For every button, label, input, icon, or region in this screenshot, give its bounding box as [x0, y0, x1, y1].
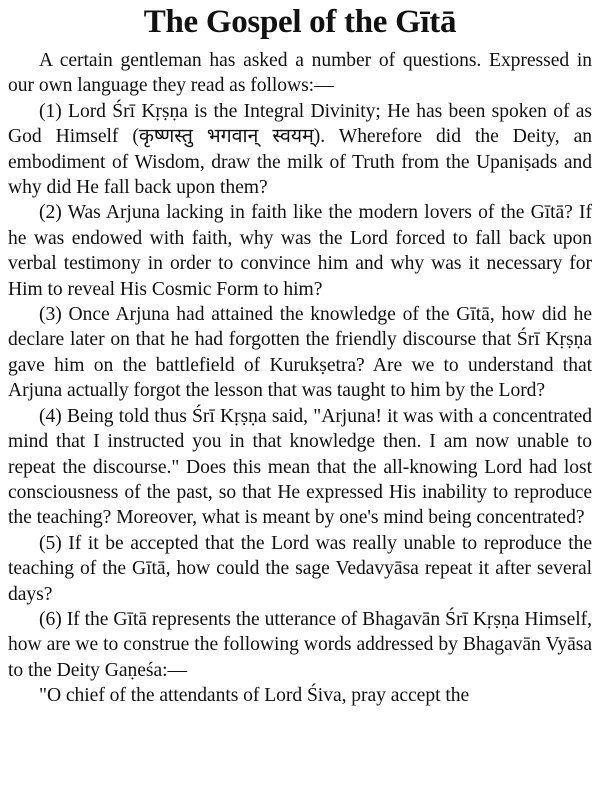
paragraph-question-6: (6) If the Gītā represents the utterance of Bhagavān Śrī Kṛṣṇa Himself, how are we to construe the following words addressed by Bhagavān Vyāsa to the Deity Gaṇeśa:— [8, 608, 592, 681]
paragraph-question-4: (4) Being told thus Śrī Kṛṣṇa said, "Arjuna! it was with a concentrated mind that I instructed you in that knowledge then. I am now unable to repeat the discourse." Does this mean that the all-knowing Lord had lost consciousness of the past, so that He expressed His inability to reproduce the teaching? Moreover, what is meant by one's mind being concentrated? [8, 405, 592, 529]
paragraph-question-1: (1) Lord Śrī Kṛṣṇa is the Integral Divinity; He has been spoken of as God Himself (कृष्णस्तु भगवान् स्वयम्). Wherefore did the Deity, an embodiment of Wisdom, draw the milk of Truth from the Upaniṣads and why did He fall back upon them? [8, 100, 592, 199]
paragraph-quote: "O chief of the attendants of Lord Śiva, pray accept the [39, 685, 470, 707]
paragraph-question-3: (3) Once Arjuna had attained the knowledge of the Gītā, how did he declare later on that he had forgotten the friendly discourse that Śrī Kṛṣṇa gave him on the battlefield of Kurukṣetra? Are we to understand that Arjuna actually forgot the lesson that was taught to him by the Lord? [8, 304, 592, 402]
page-title: The Gospel of the Gītā [143, 4, 457, 40]
paragraph-intro: A certain gentleman has asked a number of questions. Expressed in our own language they read as follows:— [8, 50, 592, 97]
paragraph-question-2: (2) Was Arjuna lacking in faith like the modern lovers of the Gītā? If he was endowed with faith, why was the Lord forced to fall back upon verbal testimony in order to convince him and why was it necessary for Him to reveal His Cosmic Form to him? [8, 202, 592, 300]
paragraph-question-5: (5) If it be accepted that the Lord was really unable to reproduce the teaching of the Gītā, how could the sage Vedavyāsa repeat it after several days? [8, 532, 592, 605]
body-text [8, 48, 592, 709]
